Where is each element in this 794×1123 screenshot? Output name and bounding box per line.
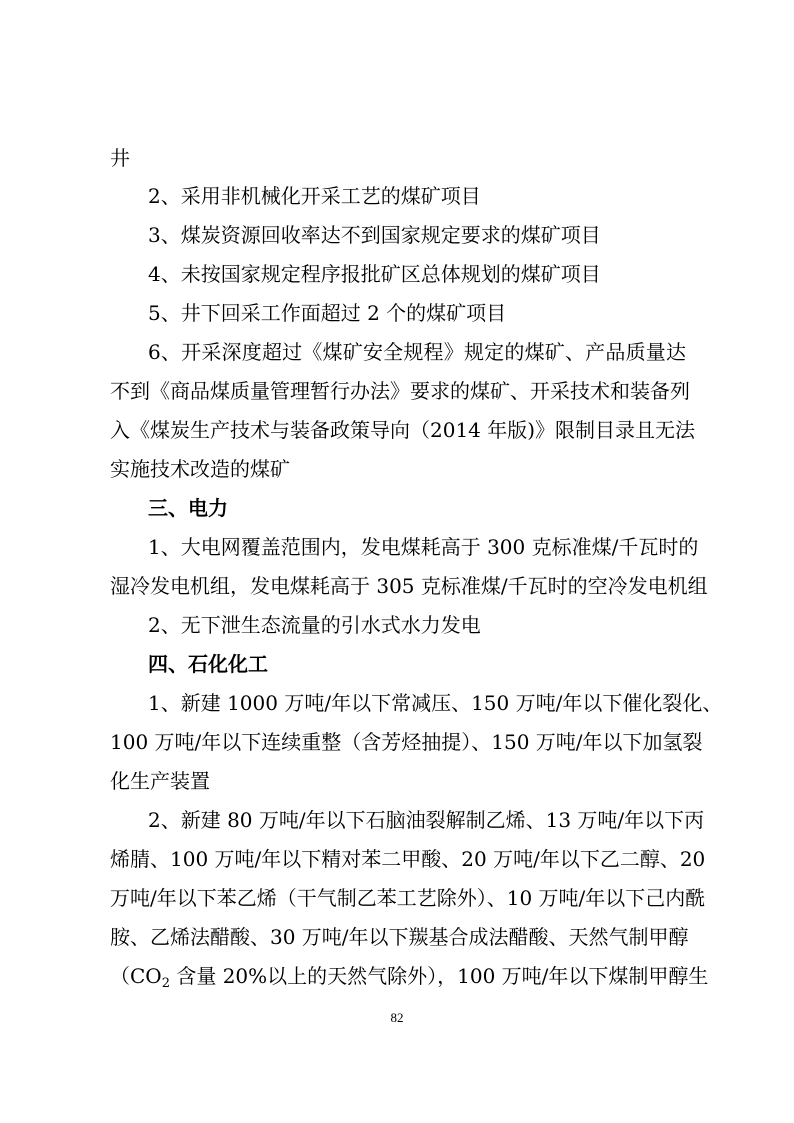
text-line: 井 (110, 146, 130, 170)
section-heading: 四、石化化工 (148, 652, 268, 676)
text-line: 实施技术改造的煤矿 (110, 457, 290, 481)
text-line: 100 万吨/年以下连续重整（含芳烃抽提）、150 万吨/年以下加氢裂 (110, 730, 703, 754)
text-line (110, 964, 709, 991)
text-line: 湿冷发电机组，发电煤耗高于 305 克标准煤/千瓦时的空冷发电机组 (110, 574, 708, 598)
section-heading: 三、电力 (148, 496, 228, 520)
text-line: 1、新建 1000 万吨/年以下常减压、150 万吨/年以下催化裂化、 (148, 691, 723, 715)
text-line: 烯腈、100 万吨/年以下精对苯二甲酸、20 万吨/年以下乙二醇、20 (110, 847, 706, 871)
text-line: 2、无下泄生态流量的引水式水力发电 (148, 613, 481, 637)
text-line: 1、大电网覆盖范围内，发电煤耗高于 300 克标准煤/千瓦时的 (148, 535, 699, 559)
text-line: 6、开采深度超过《煤矿安全规程》规定的煤矿、产品质量达 (148, 340, 686, 364)
text-line: 不到《商品煤质量管理暂行办法》要求的煤矿、开采技术和装备列 (110, 379, 690, 403)
text-line: 2、采用非机械化开采工艺的煤矿项目 (148, 184, 481, 208)
subscript: 2 (161, 976, 170, 991)
text-line: 胺、乙烯法醋酸、30 万吨/年以下羰基合成法醋酸、天然气制甲醇 (110, 925, 689, 949)
text-line: 万吨/年以下苯乙烯（干气制乙苯工艺除外）、10 万吨/年以下己内酰 (110, 886, 706, 910)
text-line: 5、井下回采工作面超过 2 个的煤矿项目 (148, 301, 507, 325)
text-line: 化生产装置 (110, 769, 210, 793)
text-span: （CO (110, 964, 162, 988)
text-line: 3、煤炭资源回收率达不到国家规定要求的煤矿项目 (148, 223, 601, 247)
text-line: 4、未按国家规定程序报批矿区总体规划的煤矿项目 (148, 262, 601, 286)
text-line: 2、新建 80 万吨/年以下石脑油裂解制乙烯、13 万吨/年以下丙 (148, 808, 705, 832)
text-span: 含量 20%以上的天然气除外），100 万吨/年以下煤制甲醇生 (169, 964, 709, 988)
page-number: 82 (390, 1010, 404, 1025)
text-line: 入《煤炭生产技术与装备政策导向（2014 年版)》限制目录且无法 (110, 418, 696, 442)
